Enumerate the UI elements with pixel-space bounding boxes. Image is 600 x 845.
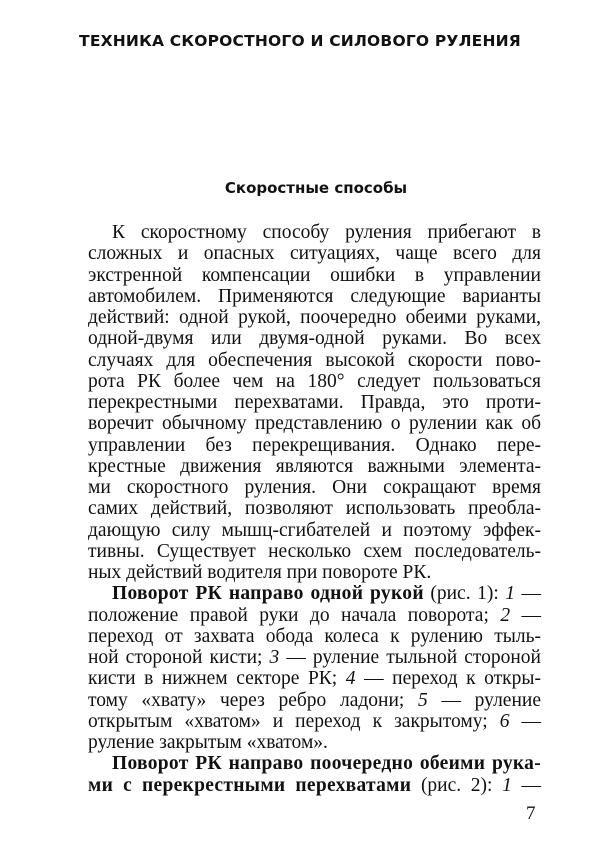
italic-figure-number: 5 <box>418 689 428 711</box>
page-number: 7 <box>526 803 536 824</box>
text-line <box>88 265 541 286</box>
text-line <box>88 753 541 774</box>
text-run: самих действий, позволяют использовать преобла- <box>88 498 541 520</box>
text-line <box>88 668 541 689</box>
text-line <box>88 520 541 541</box>
text-line <box>88 690 541 711</box>
text-run: крестные движения являются важными элемента- <box>88 455 541 477</box>
text-run: ми скоростного руления. Они сокращают время <box>88 477 541 498</box>
text-run: одной-двумя или двумя-одной руками. Во всех <box>88 328 541 350</box>
text-line <box>88 562 541 583</box>
italic-figure-number: 6 <box>499 710 510 732</box>
text-line <box>88 371 541 392</box>
italic-figure-number: 2 <box>500 604 511 626</box>
text-line <box>88 328 541 349</box>
text-run: ной стороной кисти; <box>88 647 270 668</box>
body-text <box>88 222 541 796</box>
text-run: К скоростному способу руления прибегают в <box>112 222 541 243</box>
text-line <box>88 477 541 498</box>
text-run: дающую силу мышц-сгибателей и поэтому эффек- <box>88 519 541 541</box>
text-line <box>88 350 541 371</box>
bold-run: Поворот РК направо поочередно обеими рука- <box>112 753 541 775</box>
italic-figure-number: 3 <box>269 647 280 668</box>
text-line <box>88 413 541 434</box>
text-run: экстренной компенсации ошибки в управлении <box>88 264 541 286</box>
text-line <box>88 286 541 307</box>
text-line <box>88 498 541 519</box>
text-run: тивны. Существует несколько схем последователь- <box>88 540 541 562</box>
text-run: перекрестными перехватами. Правда, это проти- <box>88 392 541 413</box>
text-run: — <box>511 774 542 796</box>
text-line <box>88 456 541 477</box>
italic-figure-number: 1 <box>505 583 515 605</box>
text-run: переход от захвата обода колеса к рулению тыль- <box>88 625 541 647</box>
text-run: сложных и опасных ситуациях, чаще всего для <box>88 243 541 265</box>
text-run: — <box>515 583 542 605</box>
text-run: кисти в нижнем секторе РК; <box>88 668 346 690</box>
text-run: — переход к откры- <box>355 668 541 690</box>
text-run: тому «хвату» через ребро ладони; <box>88 689 419 711</box>
text-run: открытым «хватом» и переход к закрытому; <box>88 710 500 732</box>
text-run: (рис. 2): <box>411 774 503 796</box>
text-line <box>88 307 541 328</box>
text-line <box>88 222 541 243</box>
running-header: ТЕХНИКА СКОРОСТНОГО И СИЛОВОГО РУЛЕНИЯ <box>79 32 521 50</box>
text-run: — руление <box>427 689 541 711</box>
text-line <box>88 435 541 456</box>
bold-run: ми с перекрестными перехватами <box>88 774 412 796</box>
section-heading: Скоростные способы <box>224 179 408 197</box>
text-line <box>88 605 541 626</box>
bold-run: Поворот РК направо одной рукой <box>112 583 424 605</box>
text-run: действий: одной рукой, поочередно обеими руками, <box>88 307 541 328</box>
text-line <box>88 732 541 753</box>
text-run: — <box>509 710 542 732</box>
text-line <box>88 541 541 562</box>
text-run: ных действий водителя при повороте РК. <box>88 562 432 583</box>
text-line <box>88 243 541 264</box>
text-run: (рис. 1): <box>423 583 506 605</box>
text-run: случаях для обеспечения высокой скорости пово- <box>88 349 541 371</box>
text-run: положение правой руки до начала поворота; <box>88 604 501 626</box>
text-line <box>88 647 541 668</box>
text-line <box>88 392 541 413</box>
text-run: руление закрытым «хватом». <box>88 732 328 753</box>
text-run: — руление тыльной стороной <box>279 647 541 668</box>
text-line <box>88 626 541 647</box>
text-run: воречит обычному представлению о рулении как об <box>88 413 541 435</box>
text-line <box>88 775 541 796</box>
text-run: — <box>510 604 542 626</box>
italic-figure-number: 4 <box>345 668 356 690</box>
text-line <box>88 583 541 604</box>
text-run: управлении без перекрещивания. Однако пере- <box>88 434 541 456</box>
text-line <box>88 711 541 732</box>
text-run: рота РК более чем на 180° следует пользоваться <box>88 370 541 392</box>
text-run: автомобилем. Применяются следующие варианты <box>88 285 541 307</box>
italic-figure-number: 1 <box>502 774 512 796</box>
